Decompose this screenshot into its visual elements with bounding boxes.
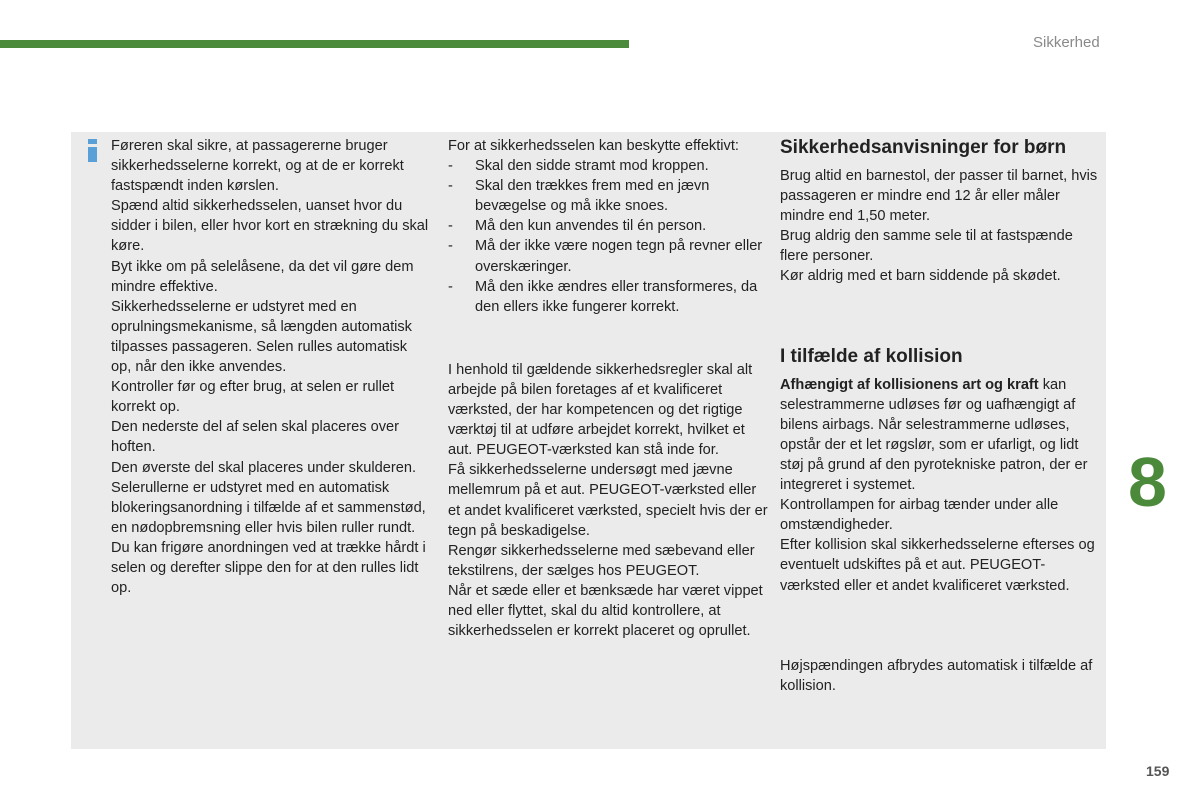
paragraph (780, 375, 1100, 496)
paragraph: I henhold til gældende sikkerhedsregler skal alt arbejde på bilen foretages af et kvalificeret værksted, der har kompetencen og det rigtige værktøj til at udføre arbejdet korrekt, hvilket et aut. PEUGEOT-værksted kan stå inde for. (448, 361, 753, 459)
paragraph: Når et sæde eller et bænksæde har været vippet ned eller flyttet, skal du altid kontrollere, at sikkerhedsselen er korrekt placeret og oprullet. (448, 582, 763, 640)
paragraph: Få sikkerhedsselerne undersøgt med jævne mellemrum på et aut. PEUGEOT-værksted eller et andet kvalificeret værksted, specielt hvis der er tegn på beskadigelse. (448, 462, 768, 539)
paragraph: Kontrollampen for airbag tænder under alle omstændigheder. (780, 497, 1059, 534)
paragraph: Selerullerne er udstyret med en automatisk blokeringsanordning i tilfælde af et sammenstød, en nødopbremsning eller hvis bilen ruller rundt. Du kan frigøre anordningen ved at trække hårdt i selen og derefter slippe den for at den rulles lidt op. (111, 479, 426, 597)
list-item (448, 236, 768, 276)
footnote: Højspændingen afbrydes automatisk i tilfælde af kollision. (780, 657, 1093, 694)
paragraph: Brug altid en barnestol, der passer til barnet, hvis passageren er mindre end 12 år eller måler mindre end 1,50 meter. (780, 168, 1098, 225)
column-effective-protection (448, 136, 768, 641)
chapter-number: 8 (1128, 443, 1167, 521)
paragraph: Efter kollision skal sikkerhedsselerne efterses og eventuelt udskiftes på et aut. PEUGEOT-værksted eller et andet kvalificeret værksted. (780, 537, 1095, 594)
list-item-text: Skal den sidde stramt mod kroppen. (475, 158, 709, 175)
bullet-marker: - (448, 158, 453, 175)
bullet-marker: - (448, 278, 453, 295)
info-icon (87, 138, 99, 164)
paragraph: Brug aldrig den samme sele til at fastspænde flere personer. (780, 228, 1073, 265)
bullet-list (448, 156, 768, 317)
paragraph: Spænd altid sikkerhedsselen, uanset hvor du sidder i bilen, eller hvor kort en strækning du skal køre. (111, 198, 429, 255)
bullet-marker: - (448, 238, 453, 255)
list-item-text: Skal den trækkes frem med en jævn bevægelse og må ikke snoes. (475, 178, 710, 215)
paragraph: Rengør sikkerhedsselerne med sæbevand eller tekstilrens, der sælges hos PEUGEOT. (448, 542, 755, 579)
list-item (448, 156, 768, 176)
bullet-marker: - (448, 178, 453, 195)
bullet-marker: - (448, 218, 453, 235)
bullet-intro: For at sikkerhedsselen kan beskytte effektivt: (448, 138, 739, 154)
list-item-text: Må den ikke ændres eller transformeres, da den ellers ikke fungerer korrekt. (475, 278, 758, 315)
paragraph: Den nederste del af selen skal placeres over hoften. (111, 419, 399, 456)
list-item (448, 277, 768, 317)
section-title: Sikkerhed (1033, 34, 1100, 51)
column-seatbelt-usage (111, 136, 431, 598)
paragraph: Føreren skal sikre, at passagererne bruger sikkerhedsselerne korrekt, og at de er korrekt fastspændt inden kørslen. (111, 138, 404, 195)
children-heading: Sikkerhedsanvisninger for børn (780, 137, 1067, 158)
bold-lead: Afhængigt af kollisionens art og kraft (780, 376, 1039, 393)
paragraph: Den øverste del skal placeres under skulderen. (111, 459, 417, 476)
list-item-text: Må der ikke være nogen tegn på revner eller overskæringer. (475, 238, 763, 275)
list-item-text: Må den kun anvendes til én person. (475, 218, 707, 235)
paragraph: Kontroller før og efter brug, at selen er rullet korrekt op. (111, 379, 395, 416)
collision-heading: I tilfælde af kollision (780, 345, 963, 367)
paragraph: Kør aldrig med et barn siddende på skødet. (780, 268, 1061, 285)
section-accent-bar (0, 40, 629, 48)
list-item (448, 216, 768, 236)
page-number: 159 (1146, 763, 1170, 779)
column-children-collision (780, 136, 1100, 696)
list-item (448, 176, 768, 216)
paragraph: Byt ikke om på selelåsene, da det vil gøre dem mindre effektive. (111, 258, 414, 295)
paragraph: Sikkerhedsselerne er udstyret med en oprulningsmekanisme, så længden automatisk tilpasses passageren. Selen rulles automatisk op, når den ikke anvendes. (111, 298, 412, 376)
lead-rest: kan selestrammerne udløses før og uafhængigt af bilens airbags. Når selestrammerne udløses, opstår der et let røgslør, som er ufarligt, og lidt støj på grund af den pyrotekniske patron, der er integreret i systemet. (780, 376, 1088, 494)
